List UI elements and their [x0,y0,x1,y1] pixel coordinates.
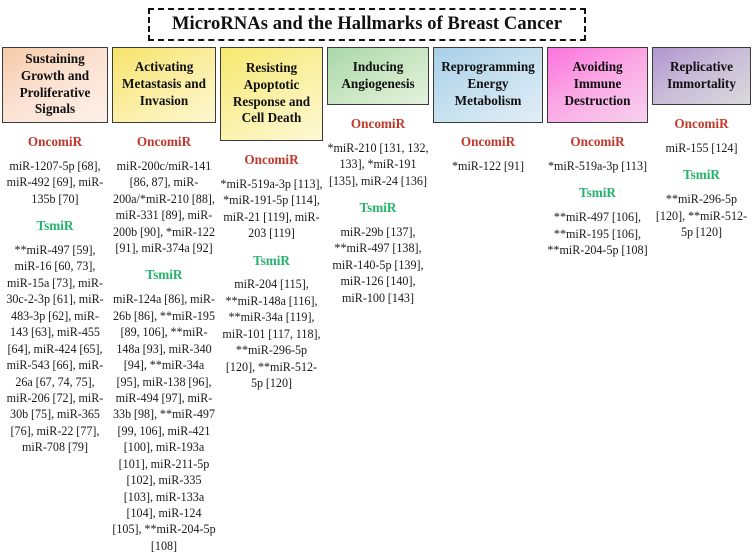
oncomir-heading: OncomiR [460,134,516,149]
oncomir-heading: OncomiR [350,116,406,131]
hallmark-column-reprogramming-energy [431,47,545,174]
tsmir-list: miR-204 [115], **miR-148a [116], **miR-34a [119], miR-101 [117, 118], **miR-296-5p [120], **miR-512-5p [120] [222,277,321,391]
tsmir-heading: TsmiR [145,267,183,283]
tsmir-heading: TsmiR [36,218,74,234]
tsmir-heading: TsmiR [683,167,720,183]
hallmark-column-resisting-apoptosis [218,47,325,392]
oncomir-list: *miR-519a-3p [113], *miR-191-5p [114], miR-21 [119], miR-203 [119] [220,176,323,241]
figure-title-box [148,8,586,41]
oncomir-list: *miR-122 [91] [451,158,525,173]
hallmark-column-replicative-immortality [650,47,753,240]
oncomir-heading: OncomiR [244,152,299,167]
oncomir-list: *miR-519a-3p [113] [547,158,648,173]
hallmark-columns [0,47,753,554]
hallmark-box [2,47,108,123]
oncomir-list: miR-200c/miR-141 [86, 87], miR-200a/*miR-210 [88], miR-331 [89], miR-200b [90], *miR-122 [91], miR-374a [92] [112,158,216,256]
hallmark-box [433,47,543,123]
hallmark-column-activating-metastasis [110,47,218,554]
hallmark-label: Inducing Angiogenesis [341,58,415,91]
oncomir-list: miR-1207-5p [68], miR-492 [69], miR-135b [70] [6,158,104,206]
hallmark-label: Sustaining Growth and Proliferative Signals [19,50,91,117]
hallmark-column-sustaining-growth [0,47,110,456]
tsmir-list: miR-124a [86], miR-26b [86], **miR-195 [89, 106], **miR-148a [93], miR-340 [94], **miR-34a [95], miR-138 [96], miR-494 [97], miR-33b [98], **miR-497 [99, 106], miR-421 [100], miR-193a [101], miR-211-5p [102], miR-335 [103], miR-133a [104], miR-124 [105], **miR-204-5p [108] [112,292,216,553]
hallmark-label: Activating Metastasis and Invasion [122,59,206,108]
tsmir-heading: TsmiR [253,252,290,268]
oncomir-heading: OncomiR [136,134,192,149]
figure-title: MicroRNAs and the Hallmarks of Breast Cancer [171,14,563,34]
hallmark-column-inducing-angiogenesis [325,47,431,306]
tsmir-heading: TsmiR [579,185,616,201]
tsmir-list: **miR-296-5p [120], **miR-512-5p [120] [655,192,748,239]
hallmark-box [547,47,648,123]
tsmir-list: miR-29b [137], **miR-497 [138], miR-140-5p [139], miR-126 [140], miR-100 [143] [332,225,424,305]
tsmir-heading: TsmiR [359,200,397,216]
tsmir-list: **miR-497 [59], miR-16 [60, 73], miR-15a [73], miR-30c-2-3p [61], miR-483-3p [62], miR-143 [63], miR-455 [64], miR-424 [65], miR-543 [66], miR-26a [67, 74, 75], miR-206 [72], miR-30b [75], miR-365 [76], miR-22 [77], miR-708 [79] [6,243,104,455]
hallmark-box [327,47,429,105]
oncomir-list: *miR-210 [131, 132, 133], *miR-191 [135], miR-24 [136] [327,140,429,188]
hallmark-label: Avoiding Immune Destruction [564,59,631,108]
hallmark-label: Replicative Immortality [667,58,736,91]
hallmark-box [652,47,751,105]
oncomir-heading: OncomiR [27,134,83,149]
tsmir-list: **miR-497 [106], **miR-195 [106], **miR-204-5p [108] [547,210,648,257]
hallmark-label: Resisting Apoptotic Response and Cell Death [232,59,311,126]
oncomir-list: miR-155 [124] [665,140,738,155]
oncomir-heading: OncomiR [674,116,729,131]
oncomir-heading: OncomiR [570,134,625,149]
hallmark-column-avoiding-immune-destruction [545,47,650,258]
hallmark-box [220,47,323,141]
hallmark-box [112,47,216,123]
hallmark-label: Reprogramming Energy Metabolism [441,59,535,108]
